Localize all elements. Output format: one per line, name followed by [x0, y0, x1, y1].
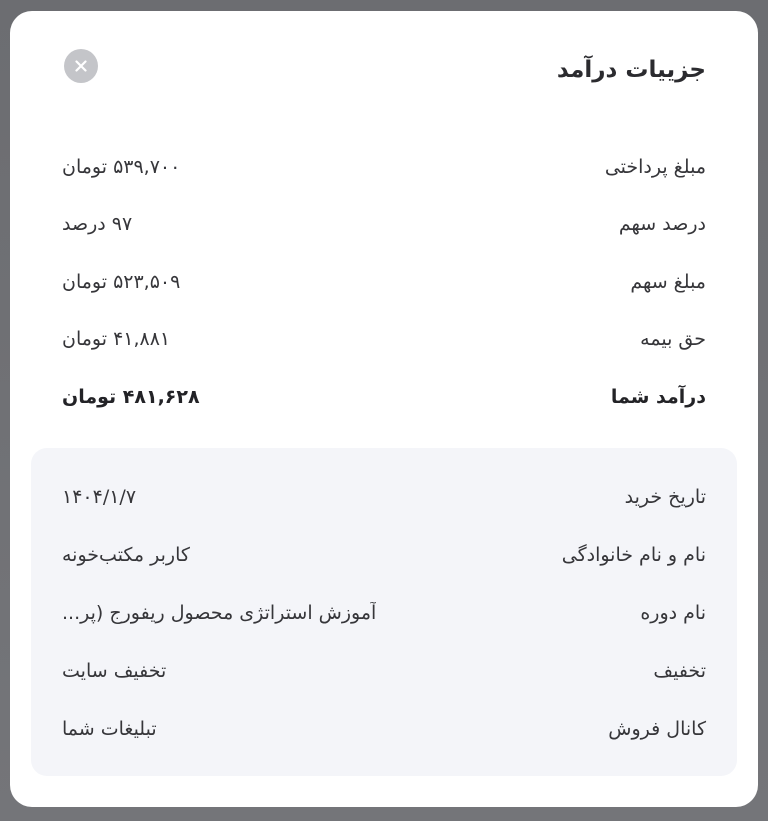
close-button[interactable]	[64, 49, 98, 83]
income-summary	[62, 138, 706, 426]
full-name-value: کاربر مکتب‌خونه	[62, 544, 190, 566]
paid-amount-value: ۵۳۹,۷۰۰ تومان	[62, 155, 181, 178]
share-amount-row	[62, 253, 706, 311]
purchase-date-value: ۱۴۰۴/۱/۷	[62, 486, 137, 508]
insurance-row	[62, 311, 706, 369]
full-name-label: نام و نام خانوادگی	[561, 544, 706, 566]
share-percent-value: ۹۷ درصد	[62, 213, 133, 236]
insurance-value: ۴۱,۸۸۱ تومان	[62, 328, 171, 351]
share-percent-row	[62, 196, 706, 254]
discount-row	[62, 642, 706, 700]
purchase-details-card	[31, 448, 737, 776]
purchase-date-label: تاریخ خرید	[624, 486, 706, 508]
insurance-label: حق بیمه	[640, 328, 706, 351]
share-amount-value: ۵۲۳,۵۰۹ تومان	[62, 270, 181, 293]
course-name-row	[62, 584, 706, 642]
discount-value: تخفیف سایت	[62, 660, 167, 682]
course-name-value: آموزش استراتژی محصول ریفورج (پر...	[62, 602, 377, 624]
purchase-date-row	[62, 468, 706, 526]
paid-amount-label: مبلغ پرداختی	[604, 155, 706, 178]
sales-channel-label: کانال فروش	[608, 718, 706, 740]
sales-channel-value: تبلیغات شما	[62, 718, 157, 740]
sales-channel-row	[62, 700, 706, 758]
course-name-label: نام دوره	[640, 602, 706, 624]
share-percent-label: درصد سهم	[618, 213, 706, 236]
paid-amount-row	[62, 138, 706, 196]
modal-title: جزییات درآمد	[556, 57, 706, 83]
full-name-row	[62, 526, 706, 584]
close-icon	[75, 60, 87, 72]
your-income-value: ۴۸۱,۶۲۸ تومان	[62, 385, 200, 408]
modal-header	[64, 49, 706, 97]
discount-label: تخفیف	[653, 660, 706, 682]
your-income-label: درآمد شما	[610, 385, 706, 408]
income-details-modal	[10, 11, 758, 807]
share-amount-label: مبلغ سهم	[630, 270, 706, 293]
your-income-row	[62, 368, 706, 426]
